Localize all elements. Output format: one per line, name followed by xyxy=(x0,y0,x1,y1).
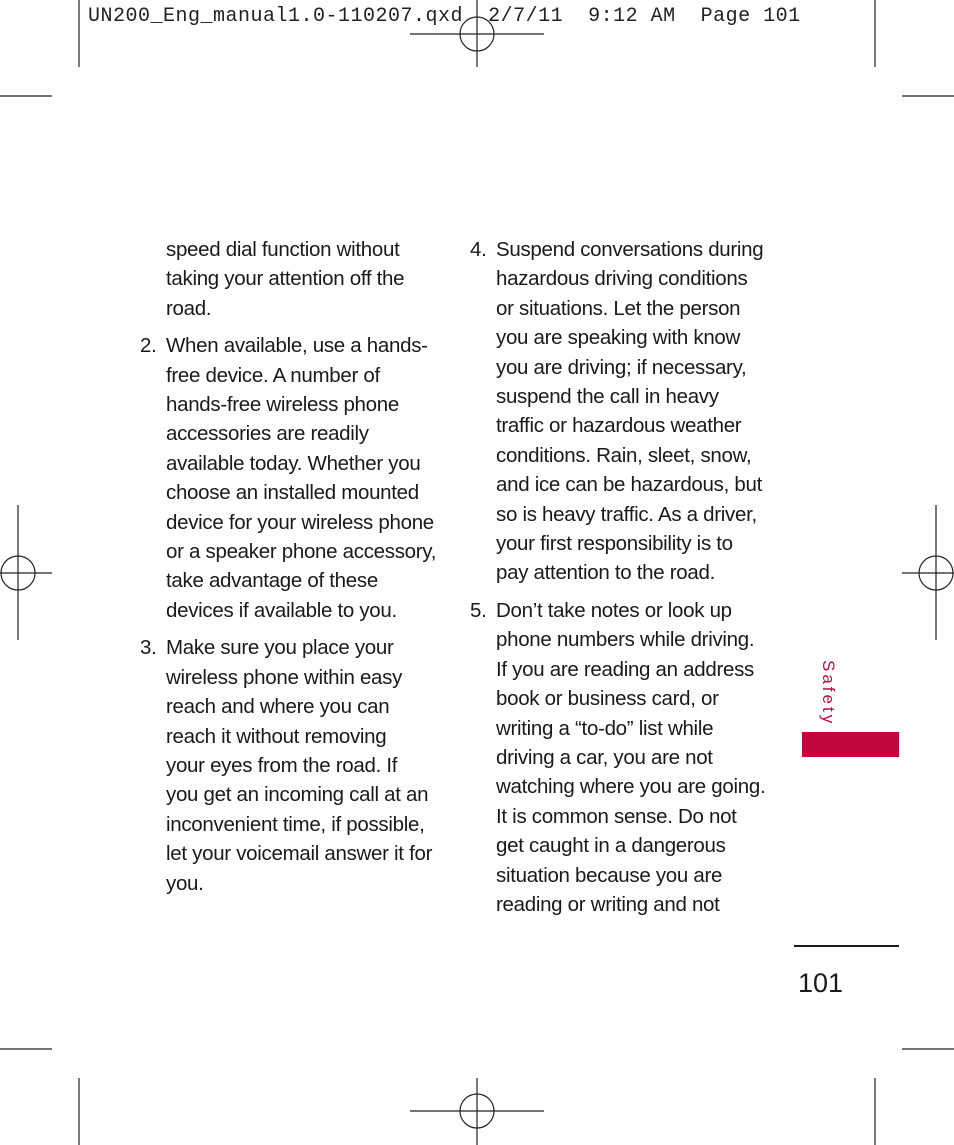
list-item-number: 2. xyxy=(140,334,157,358)
page-number: 101 xyxy=(798,968,844,998)
page-number-rule xyxy=(794,945,899,947)
list-item xyxy=(140,235,440,323)
list-item-number: 5. xyxy=(470,598,487,622)
list-item xyxy=(140,633,440,898)
registration-mark-top xyxy=(410,0,544,67)
list-item-number: 4. xyxy=(470,238,487,261)
section-tab-label: Safety xyxy=(819,660,838,727)
registration-mark-right xyxy=(902,505,954,640)
list-item-text: Make sure you place your wireless phone within easy reach and where you can reach it without removing your eyes from the road. If you get an incoming call at an inconvenient time, if possible, let your voicemail answer it for you. xyxy=(166,636,433,895)
list-item-text: Suspend conversations during hazardous driving conditions or situations. Let the person you are speaking with know you are driving; if necessary, suspend the call in heavy traffic or hazardous weather conditions. Rain, sleet, snow, and ice can be hazardous, but so is heavy traffic. As a driver, your first responsibility is to pay attention to the road. xyxy=(496,238,764,585)
list-item-text: Don’t take notes or look up phone numbers while driving. If you are reading an address book or business card, or writing a “to-do” list while driving a car, you are not watching where you are going. It is common sense. Do not get caught in a dangerous situation because you are reading or writing and not xyxy=(496,598,766,916)
list-item xyxy=(470,596,770,919)
left-text-column xyxy=(140,235,440,906)
list-item xyxy=(140,331,440,625)
list-item xyxy=(470,235,770,588)
print-slug-header: UN200_Eng_manual1.0-110207.qxd 2/7/11 9:12 AM Page 101 xyxy=(88,5,801,28)
section-tab-marker xyxy=(802,732,899,757)
list-item-number: 3. xyxy=(140,636,157,660)
registration-mark-bottom xyxy=(410,1078,544,1145)
list-item-text: speed dial function without taking your attention off the road. xyxy=(166,238,405,320)
right-text-column xyxy=(470,235,770,927)
list-item-text: When available, use a hands- free device. A number of hands-free wireless phone accessories are readily available today. Whether you choose an installed mounted device for your wireless phone or a speaker phone accessory, take advantage of these devices if available to you. xyxy=(166,334,437,622)
registration-mark-left xyxy=(0,505,52,640)
